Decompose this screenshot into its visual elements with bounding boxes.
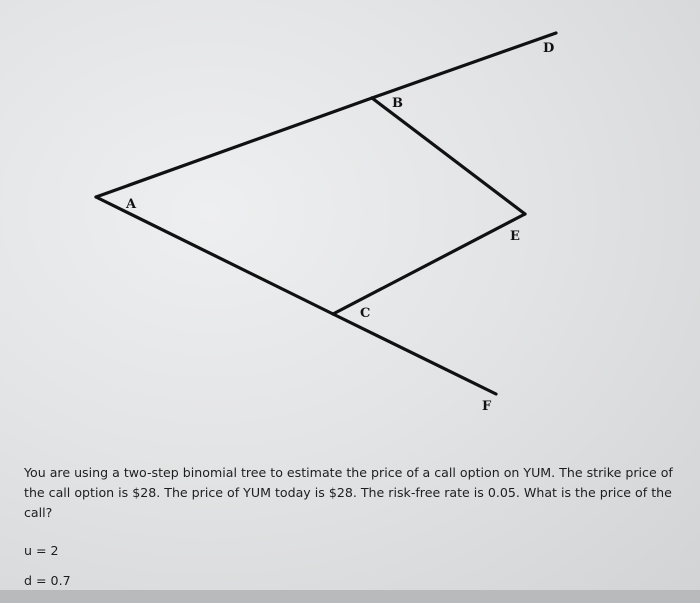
- param-u: u = 2: [24, 543, 59, 558]
- edge-c-f: [333, 314, 496, 394]
- node-label-d: D: [543, 41, 555, 56]
- question-text: You are using a two-step binomial tree to estimate the price of a call option on YUM. The strike price of the call option is $28. The price of YUM today is $28. The risk-free rate is 0.05. What is the price of the call?: [24, 465, 673, 520]
- node-label-f: F: [482, 399, 492, 414]
- node-label-b: B: [392, 96, 403, 111]
- edge-a-c: [96, 197, 333, 314]
- edge-b-d: [372, 33, 556, 98]
- node-label-c: C: [360, 306, 371, 321]
- photo-bottom-edge: [0, 590, 700, 603]
- edge-a-b: [96, 98, 372, 197]
- edge-c-e: [333, 214, 525, 314]
- node-label-e: E: [510, 229, 520, 244]
- param-d: d = 0.7: [24, 573, 71, 588]
- edge-b-e: [372, 98, 525, 214]
- node-label-a: A: [126, 197, 137, 212]
